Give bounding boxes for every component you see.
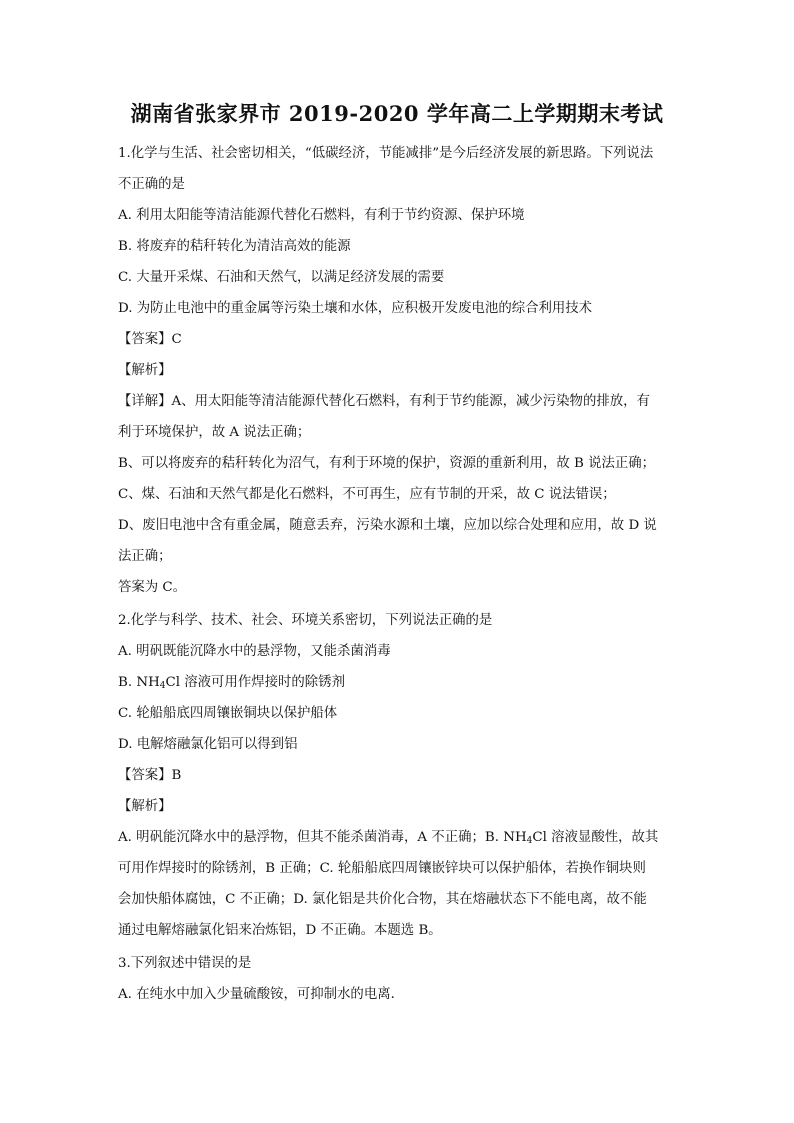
- q1-detail-line-1: 【详解】A、用太阳能等清洁能源代替化石燃料，有利于节约能源，减少污染物的排放，有: [118, 394, 650, 409]
- q2-option-b-suffix: Cl 溶液可用作焊接时的除锈剂: [165, 675, 345, 690]
- q2-option-b: [118, 674, 688, 692]
- q2-option-b-prefix: B. NH: [118, 675, 160, 690]
- q1-option-a: A. 利用太阳能等清洁能源代替化石燃料，有利于节约资源、保护环境: [118, 208, 525, 223]
- q2-analysis-label: 【解析】: [118, 799, 172, 814]
- q1-option-b: B. 将废弃的秸秆转化为清洁高效的能源: [118, 239, 351, 254]
- q2-analysis-line-1-suffix: Cl 溶液显酸性，故其: [532, 830, 659, 845]
- q2-option-c: C. 轮船船底四周镶嵌铜块以保护船体: [118, 706, 338, 721]
- q2-stem: 2.化学与科学、技术、社会、环境关系密切，下列说法正确的是: [118, 613, 493, 628]
- q1-detail-line-5: D、废旧电池中含有重金属，随意丢弃，污染水源和土壤，应加以综合处理和应用，故 D 说: [118, 518, 657, 533]
- q2-option-a: A. 明矾既能沉降水中的悬浮物，又能杀菌消毒: [118, 644, 391, 659]
- q1-option-c: C. 大量开采煤、石油和天然气，以满足经济发展的需要: [118, 270, 445, 285]
- q3-stem: 3.下列叙述中错误的是: [118, 956, 252, 971]
- q1-detail-line-4: C、煤、石油和天然气都是化石燃料，不可再生，应有节制的开采，故 C 说法错误；: [118, 487, 616, 502]
- q1-answer: 【答案】C: [118, 332, 182, 347]
- q2-analysis-line-4: 通过电解熔融氯化铝来冶炼铝，D 不正确。本题选 B。: [118, 923, 442, 938]
- q2-analysis-line-1-subscript: 4: [526, 836, 533, 846]
- q1-stem-line-2: 不正确的是: [118, 177, 185, 192]
- q2-analysis-line-1-prefix: A. 明矾能沉降水中的悬浮物，但其不能杀菌消毒，A 不正确；B. NH: [118, 830, 527, 845]
- q1-option-d: D. 为防止电池中的重金属等污染土壤和水体，应积极开发废电池的综合利用技术: [118, 301, 593, 316]
- q1-conclusion: 答案为 C。: [118, 580, 187, 595]
- page-title: 湖南省张家界市 2019-2020 学年高二上学期期末考试: [130, 101, 664, 126]
- q1-stem-line-1: 1.化学与生活、社会密切相关，“低碳经济，节能减排”是今后经济发展的新思路。下列说法: [118, 146, 654, 161]
- q1-detail-line-6: 法正确；: [118, 549, 172, 564]
- q2-analysis-line-2: 可用作焊接时的除锈剂，B 正确；C. 轮船船底四周镶嵌锌块可以保护船体，若换作铜块则: [118, 861, 646, 876]
- q3-option-a: A. 在纯水中加入少量硫酸铵，可抑制水的电离．: [118, 987, 404, 1002]
- q1-analysis-label: 【解析】: [118, 363, 172, 378]
- q2-option-b-subscript: 4: [159, 681, 166, 691]
- q2-answer: 【答案】B: [118, 768, 182, 783]
- q2-option-d: D. 电解熔融氯化铝可以得到铝: [118, 737, 298, 752]
- q2-analysis-line-3: 会加快船体腐蚀，C 不正确；D. 氯化铝是共价化合物，其在熔融状态下不能电离，故不能: [118, 892, 647, 907]
- q1-detail-line-2: 利于环境保护，故 A 说法正确；: [118, 425, 311, 440]
- q1-detail-line-3: B、可以将废弃的秸秆转化为沼气，有利于环境的保护，资源的重新利用，故 B 说法正确；: [118, 456, 656, 471]
- q2-analysis-line-1: [118, 829, 688, 847]
